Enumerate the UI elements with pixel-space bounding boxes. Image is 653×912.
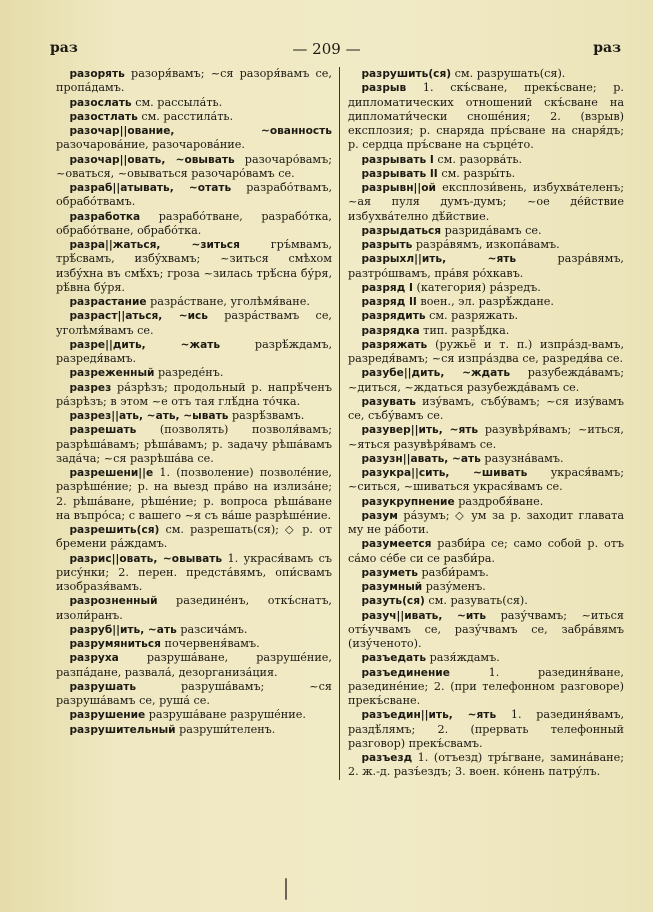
entry-headword: разрыв bbox=[361, 82, 407, 95]
dictionary-entry bbox=[56, 96, 332, 110]
entry-translation: разрѣ́ждамъ, разредя́вамъ. bbox=[56, 337, 332, 365]
entry-translation: 1. (отъезд) тръ́гване, замина́ване; 2. ж.-д. разъ́ездъ; 3. воен. ко́нень патру́лъ. bbox=[348, 751, 624, 779]
entry-headword: разрядить bbox=[361, 310, 426, 323]
dictionary-entry bbox=[56, 366, 332, 380]
entry-headword: разочар||овать, ~овывать bbox=[69, 153, 235, 166]
dictionary-entry bbox=[348, 281, 624, 295]
entry-translation: разувѣря́вамъ; ~иться, ~яться разувѣря́вамъ се. bbox=[348, 423, 624, 451]
entry-headword: разрозненный bbox=[69, 595, 158, 608]
entry-headword: разрывн||ой bbox=[361, 182, 436, 194]
entry-headword: разрыть bbox=[361, 239, 413, 251]
entry-translation: см. разрешать(ся); ◇ р. от бремени ра́ждамъ. bbox=[56, 523, 332, 551]
entry-headword: разъедать bbox=[361, 652, 427, 665]
entry-headword: разрумяниться bbox=[69, 638, 161, 650]
entry-translation: разубежда́вамъ; ~диться, ~ждаться разубежда́вамъ се. bbox=[348, 366, 624, 394]
entry-translation: експлози́вень, избухва́теленъ; ~ая пуля думъ-думъ; ~ое де́йствие избухва́телно дѣ́йствие. bbox=[348, 181, 624, 223]
entry-translation: воен., эл. разрѣ́ждане. bbox=[416, 295, 554, 308]
entry-headword: разрешать bbox=[69, 424, 137, 437]
entry-headword: разрушать bbox=[69, 680, 137, 693]
dictionary-entry bbox=[348, 751, 624, 780]
entry-translation: разочаро́вамъ; ~оваться, ~овываться разочаро́вамъ се. bbox=[56, 152, 332, 180]
columns bbox=[56, 67, 624, 780]
dictionary-entry bbox=[348, 495, 624, 509]
entry-headword: разрыдаться bbox=[361, 224, 442, 237]
entry-headword: разрешени||е bbox=[69, 467, 154, 479]
dictionary-entry bbox=[56, 309, 332, 338]
entry-headword: разреженный bbox=[69, 367, 155, 380]
entry-translation: разра́вямъ, разтро́швамъ, пра́вя ро́хкавъ. bbox=[348, 252, 624, 280]
dictionary-entry bbox=[56, 680, 332, 709]
entry-translation: (категория) ра́зредъ. bbox=[412, 280, 541, 294]
entry-headword: разрядка bbox=[361, 324, 420, 337]
entry-translation: раздробя́ване. bbox=[454, 494, 544, 508]
entry-headword: разостлать bbox=[69, 110, 138, 123]
dictionary-entry bbox=[56, 181, 332, 210]
entry-headword: разре||дить, ~жать bbox=[69, 338, 221, 351]
entry-translation: разя́ждамъ. bbox=[426, 651, 500, 665]
left-column bbox=[56, 67, 340, 780]
dictionary-entry bbox=[348, 167, 624, 181]
entry-headword: разуч||ивать, ~ить bbox=[361, 609, 487, 622]
entry-translation: тип. разрѣ́дка. bbox=[419, 323, 510, 337]
dictionary-entry bbox=[348, 238, 624, 252]
entry-headword: разряжать bbox=[361, 338, 428, 351]
dictionary-entry bbox=[348, 666, 624, 709]
dictionary-entry bbox=[56, 295, 332, 309]
dictionary-entry bbox=[56, 124, 332, 153]
entry-headword: разрешить(ся) bbox=[69, 524, 160, 536]
entry-translation: см. разувать(ся). bbox=[424, 594, 528, 608]
entry-translation: ра́зумъ; ◇ ум за р. заходит главата му не ра́боти. bbox=[348, 508, 624, 536]
entry-headword: разрастание bbox=[69, 296, 147, 308]
entry-headword: разъедин||ить, ~ять bbox=[361, 709, 497, 722]
entry-headword: разрывать I bbox=[361, 153, 434, 166]
entry-headword: разрез||ать, ~ать, ~ывать bbox=[69, 410, 229, 422]
entry-headword: разра||жаться, ~зиться bbox=[69, 239, 240, 251]
entry-translation: (ружьё и т. п.) изпра́зд-вамъ, разредя́вамъ; ~ся изпра́здва се, разредя́ва се. bbox=[348, 337, 624, 365]
entry-translation: 1. (позволение) позволе́ние, разрѣше́ние; р. на выезд пра́во на излиза́не; 2. рѣша́ване, рѣше́ние; р. вопроса рѣша́ване на въпро́са; с вашего ~я съ ва́ше разрѣше́ние. bbox=[56, 466, 332, 522]
entry-translation: изу́вамъ, събу́вамъ; ~ся изу́вамъ се, събу́вамъ се. bbox=[348, 394, 624, 422]
guide-word-right: раз bbox=[593, 40, 621, 56]
dictionary-entry bbox=[348, 395, 624, 424]
running-head bbox=[0, 40, 653, 60]
entry-headword: разруб||ить, ~ать bbox=[69, 623, 177, 636]
entry-translation: см. разрушать(ся). bbox=[451, 67, 566, 80]
entry-headword: разрушительный bbox=[69, 723, 176, 736]
entry-translation: разоря́вамъ; ~ся разоря́вамъ се, пропа́дамъ. bbox=[56, 67, 332, 95]
entry-headword: разрывать II bbox=[361, 167, 438, 180]
entry-translation: разра́ствамъ се, уголѣмя́вамъ се. bbox=[56, 309, 332, 337]
entry-headword: разувер||ить, ~ять bbox=[361, 424, 479, 437]
dictionary-entry bbox=[56, 637, 332, 651]
entry-headword: разрыхл||ить, ~ять bbox=[361, 253, 517, 266]
dictionary-entry bbox=[56, 594, 332, 623]
dictionary-entry bbox=[348, 452, 624, 466]
entry-translation: см. разры́ть. bbox=[437, 166, 516, 180]
dictionary-entry bbox=[348, 153, 624, 167]
entry-headword: разувать bbox=[361, 395, 416, 408]
entry-translation: гръ́мвамъ, трѣ́свамъ, избу́хвамъ; ~зиться смѣхом избу́хна въ смѣ́хъ; гроза ~зилась трѣ́сна бу́ря, рѣ́вна бу́ря. bbox=[56, 238, 332, 294]
dictionary-entry bbox=[348, 67, 624, 81]
dictionary-entry bbox=[56, 552, 332, 595]
dictionary-entry bbox=[56, 423, 332, 466]
entry-translation: почервеня́вамъ. bbox=[160, 637, 260, 650]
entry-headword: разраб||атывать, ~отать bbox=[69, 182, 232, 194]
entry-translation: 1. разединя́ване, разедине́ние; 2. (при телефонном разговоре) прекъ́сване. bbox=[348, 665, 624, 707]
entry-headword: разрис||овать, ~овывать bbox=[69, 552, 223, 565]
dictionary-entry bbox=[348, 509, 624, 538]
dictionary-entry bbox=[348, 252, 624, 281]
entry-headword: разукра||сить, ~шивать bbox=[361, 467, 528, 479]
entry-headword: разрез bbox=[69, 381, 112, 394]
entry-translation: разра́стване, уголѣмя́ване. bbox=[146, 295, 310, 308]
dictionary-entry bbox=[56, 623, 332, 637]
entry-headword: разработка bbox=[69, 210, 141, 223]
dictionary-entry bbox=[348, 338, 624, 367]
entry-translation: разреде́нъ. bbox=[154, 366, 224, 380]
dictionary-entry bbox=[56, 238, 332, 295]
entry-translation: разруши́теленъ. bbox=[175, 722, 276, 736]
entry-translation: 1. скъ́сване, прекъ́сване; р. дипломатических отношений скъ́сване на дипломати́чески сноше́ния; 2. (взрыв) експлозия; р. снаряда пръ́сване на снаря́дъ; р. сердца пръ́сване на сърце́то. bbox=[348, 81, 624, 152]
entry-headword: разруха bbox=[69, 652, 119, 665]
entry-translation: разрѣ́звамъ. bbox=[228, 409, 305, 422]
dictionary-entry bbox=[348, 224, 624, 238]
entry-translation: разузна́вамъ. bbox=[480, 451, 564, 465]
dictionary-entry bbox=[348, 537, 624, 566]
entry-translation: 1. разединя́вамъ, раздѣ́лямъ; 2. (прервать телефонный разговор) прекъ́свамъ. bbox=[348, 708, 625, 750]
entry-headword: разукрупнение bbox=[361, 495, 455, 508]
dictionary-entry bbox=[56, 67, 332, 96]
entry-headword: разуметь bbox=[361, 566, 418, 579]
dictionary-entry bbox=[348, 423, 624, 452]
dictionary-entry bbox=[348, 366, 624, 395]
entry-headword: разъезд bbox=[361, 752, 413, 764]
dictionary-entry bbox=[348, 651, 624, 665]
entry-translation: разрида́вамъ се. bbox=[441, 223, 542, 237]
entry-translation: см. рассыла́ть. bbox=[131, 95, 223, 109]
entry-translation: 1. украся́вамъ съ рису́нки; 2. перен. предста́вямъ, опи́свамъ изобразя́вамъ. bbox=[56, 551, 332, 593]
dictionary-entry bbox=[348, 466, 624, 495]
entry-headword: разорять bbox=[69, 68, 125, 80]
entry-translation: разу́чвамъ; ~иться отъ́учвамъ се, разу́чвамъ се, забра́вямъ (изу́ченото). bbox=[348, 608, 624, 650]
dictionary-entry bbox=[348, 81, 624, 152]
entry-headword: разраст||аться, ~ись bbox=[69, 310, 208, 323]
entry-translation: разруша́вамъ; ~ся разруша́вамъ се, руша́ се. bbox=[56, 679, 332, 707]
entry-translation: см. разряжать. bbox=[425, 309, 519, 323]
dictionary-entry bbox=[348, 609, 624, 652]
dictionary-entry bbox=[56, 651, 332, 680]
entry-headword: разряд I bbox=[361, 281, 413, 294]
entry-translation: разочарова́ние, разочарова́ние. bbox=[56, 138, 245, 152]
dictionary-entry bbox=[56, 723, 332, 737]
entry-translation: ра́зрѣзъ; продольный р. напрѣ́ченъ ра́зрѣзъ; в этом ~е отъ тая глѣ́дна то́чка. bbox=[56, 380, 332, 408]
dictionary-entry bbox=[56, 466, 332, 523]
entry-translation: разра́вямъ, изкопа́вамъ. bbox=[412, 238, 560, 251]
entry-translation: см. расстила́ть. bbox=[137, 109, 234, 123]
right-column bbox=[340, 67, 624, 780]
entry-translation: разруша́ване разруше́ние. bbox=[145, 708, 306, 722]
entry-headword: разочар||ование, ~ованность bbox=[69, 125, 332, 137]
entry-headword: разуть(ся) bbox=[361, 595, 425, 608]
entry-translation: разсича́мъ. bbox=[176, 622, 248, 636]
dictionary-entry bbox=[56, 338, 332, 367]
entry-headword: разрушение bbox=[69, 709, 146, 722]
dictionary-entry bbox=[56, 153, 332, 182]
dictionary-entry bbox=[56, 708, 332, 722]
entry-headword: разузн||авать, ~ать bbox=[361, 452, 481, 465]
entry-translation: разрабо́твамъ, обрабо́твамъ. bbox=[56, 181, 333, 209]
dictionary-entry bbox=[56, 110, 332, 124]
entry-translation: разби́ра се; само собой р. отъ са́мо се́бе си се разби́ра. bbox=[348, 537, 624, 565]
dictionary-entry bbox=[56, 409, 332, 423]
entry-translation: см. разорва́ть. bbox=[433, 152, 523, 166]
dictionary-entry bbox=[348, 309, 624, 323]
entry-translation: разрабо́тване, разрабо́тка, обрабо́тване, обрабо́тка. bbox=[56, 209, 332, 237]
entry-headword: разубе||дить, ~ждать bbox=[361, 367, 511, 380]
dictionary-entry bbox=[348, 594, 624, 608]
dictionary-entry bbox=[348, 295, 624, 309]
entry-headword: разумный bbox=[361, 581, 423, 593]
dictionary-entry bbox=[348, 566, 624, 580]
entry-headword: разум bbox=[361, 509, 398, 522]
entry-headword: разъединение bbox=[361, 666, 450, 679]
entry-headword: разряд II bbox=[361, 296, 417, 308]
dictionary-entry bbox=[56, 210, 332, 239]
dictionary-entry bbox=[348, 708, 624, 751]
entry-translation: (позволять) позволя́вамъ; разрѣша́вамъ; рѣша́вамъ; р. задачу рѣша́вамъ зада́ча; ~ся разрѣша́ва се. bbox=[56, 423, 332, 465]
page-number: — 209 — bbox=[292, 40, 361, 58]
dictionary-entry bbox=[348, 324, 624, 338]
entry-translation: разу́менъ. bbox=[422, 580, 486, 593]
entry-translation: украся́вамъ; ~ситься, ~шиваться украся́вамъ се. bbox=[348, 466, 625, 494]
dictionary-entry bbox=[56, 381, 332, 410]
guide-word-left: раз bbox=[50, 40, 78, 56]
page-mark bbox=[285, 878, 287, 900]
dictionary-entry bbox=[56, 523, 332, 552]
entry-translation: разби́рамъ. bbox=[417, 565, 489, 579]
entry-translation: разедине́нъ, откъ́снатъ, изоли́ранъ. bbox=[56, 594, 332, 622]
dictionary-entry bbox=[348, 580, 624, 594]
entry-translation: разруша́ване, разруше́ние, разпа́дане, развала́, дезорганиза́ция. bbox=[56, 651, 332, 679]
dictionary-entry bbox=[348, 181, 624, 224]
entry-headword: разослать bbox=[69, 96, 132, 109]
entry-headword: разумеется bbox=[361, 538, 432, 551]
entry-headword: разрушить(ся) bbox=[361, 68, 452, 80]
